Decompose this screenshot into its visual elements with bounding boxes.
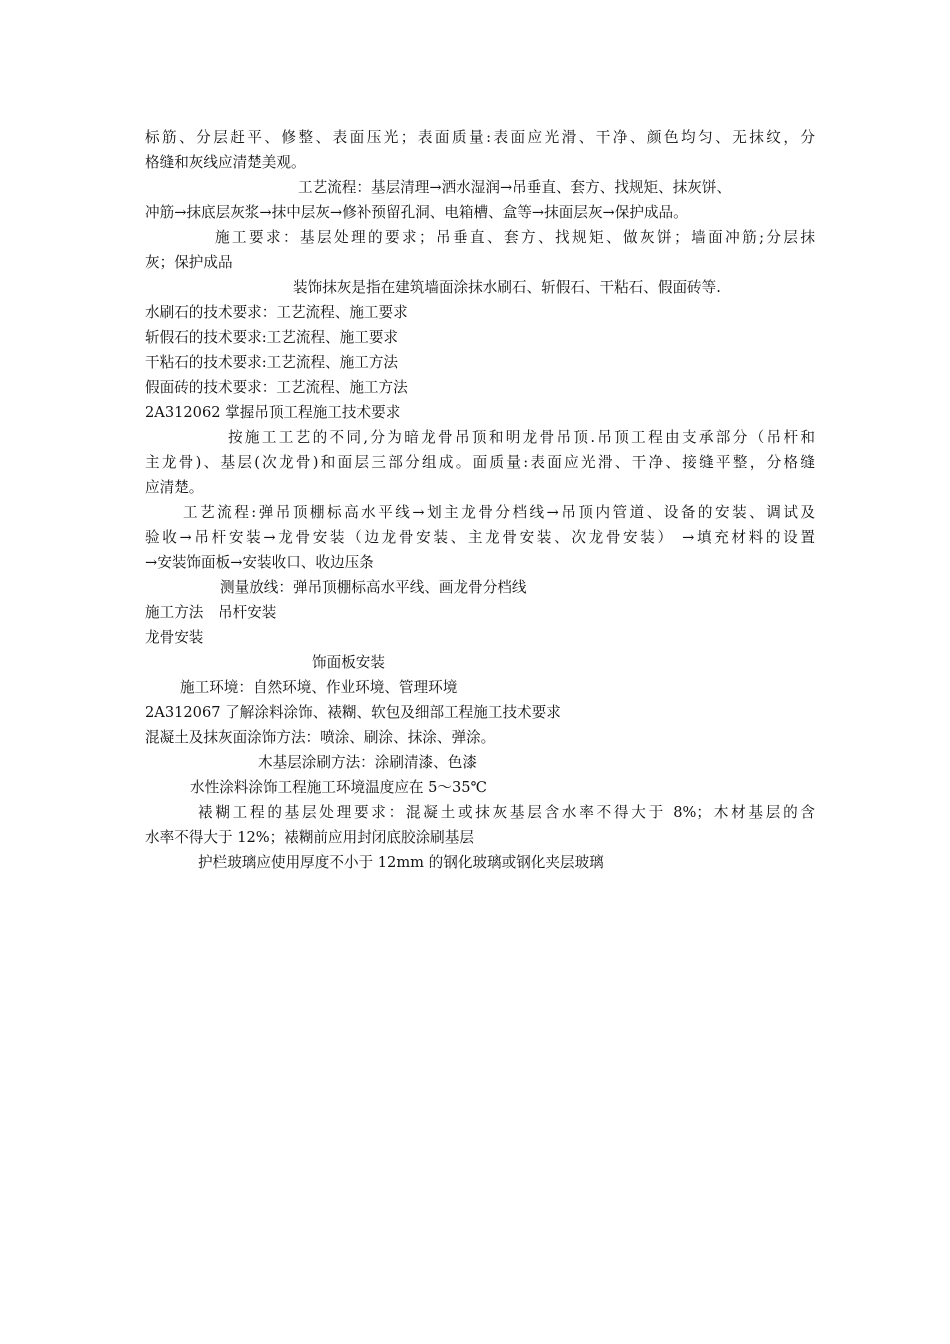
text-line-3: 工艺流程：基层清理→洒水湿润→吊垂直、套方、找规矩、抹灰饼、 bbox=[298, 179, 732, 196]
text-line-17: 验收→吊杆安装→龙骨安装（边龙骨安装、主龙骨安装、次龙骨安装） →填充材料的设置 bbox=[145, 529, 815, 546]
text-line-10: 干粘石的技术要求:工艺流程、施工方法 bbox=[145, 354, 399, 371]
text-line-14: 主龙骨)、基层(次龙骨)和面层三部分组成。面质量:表面应光滑、干净、接缝平整，分格缝 bbox=[145, 454, 815, 471]
text-line-1: 标筋、分层赶平、修整、表面压光；表面质量:表面应光滑、干净、颜色均匀、无抹纹，分 bbox=[145, 129, 815, 146]
section-heading-coating: 2A312067 了解涂料涂饰、裱糊、软包及细部工程施工技术要求 bbox=[145, 704, 561, 721]
text-line-18: →安装饰面板→安装收口、收边压条 bbox=[145, 554, 374, 571]
text-line-26: 木基层涂刷方法：涂刷清漆、色漆 bbox=[258, 754, 477, 771]
text-line-27: 水性涂料涂饰工程施工环境温度应在 5～35℃ bbox=[190, 779, 487, 796]
section-heading-ceiling: 2A312062 掌握吊顶工程施工技术要求 bbox=[145, 404, 401, 421]
text-line-4: 冲筋→抹底层灰浆→抹中层灰→修补预留孔洞、电箱槽、盒等→抹面层灰→保护成品。 bbox=[145, 204, 688, 221]
text-line-20: 施工方法 吊杆安装 bbox=[145, 604, 277, 621]
text-line-8: 水刷石的技术要求：工艺流程、施工要求 bbox=[145, 304, 408, 321]
text-line-22: 饰面板安装 bbox=[312, 654, 385, 671]
text-line-11: 假面砖的技术要求：工艺流程、施工方法 bbox=[145, 379, 408, 396]
text-line-2: 格缝和灰线应清楚美观。 bbox=[145, 154, 306, 171]
text-line-28: 裱糊工程的基层处理要求：混凝土或抹灰基层含水率不得大于 8%；木材基层的含 bbox=[198, 804, 815, 821]
text-line-19: 测量放线：弹吊顶棚标高水平线、画龙骨分档线 bbox=[220, 579, 527, 596]
text-line-23: 施工环境：自然环境、作业环境、管理环境 bbox=[180, 679, 458, 696]
text-line-30: 护栏玻璃应使用厚度不小于 12mm 的钢化玻璃或钢化夹层玻璃 bbox=[198, 854, 604, 871]
text-line-6: 灰；保护成品 bbox=[145, 254, 233, 271]
text-line-25: 混凝土及抹灰面涂饰方法：喷涂、刷涂、抹涂、弹涂。 bbox=[145, 729, 496, 746]
text-line-9: 斩假石的技术要求:工艺流程、施工要求 bbox=[145, 329, 399, 346]
text-line-16: 工艺流程:弹吊顶棚标高水平线→划主龙骨分档线→吊顶内管道、设备的安装、调试及 bbox=[183, 504, 815, 521]
text-line-7: 装饰抹灰是指在建筑墙面涂抹水刷石、斩假石、干粘石、假面砖等. bbox=[293, 279, 721, 296]
text-line-13: 按施工工艺的不同,分为暗龙骨吊顶和明龙骨吊顶.吊顶工程由支承部分（吊杆和 bbox=[228, 429, 815, 446]
text-line-15: 应清楚。 bbox=[145, 479, 204, 496]
text-line-5: 施工要求：基层处理的要求；吊垂直、套方、找规矩、做灰饼；墙面冲筋;分层抹 bbox=[215, 229, 815, 246]
text-line-29: 水率不得大于 12%；裱糊前应用封闭底胶涂刷基层 bbox=[145, 829, 474, 846]
text-line-21: 龙骨安装 bbox=[145, 629, 204, 646]
